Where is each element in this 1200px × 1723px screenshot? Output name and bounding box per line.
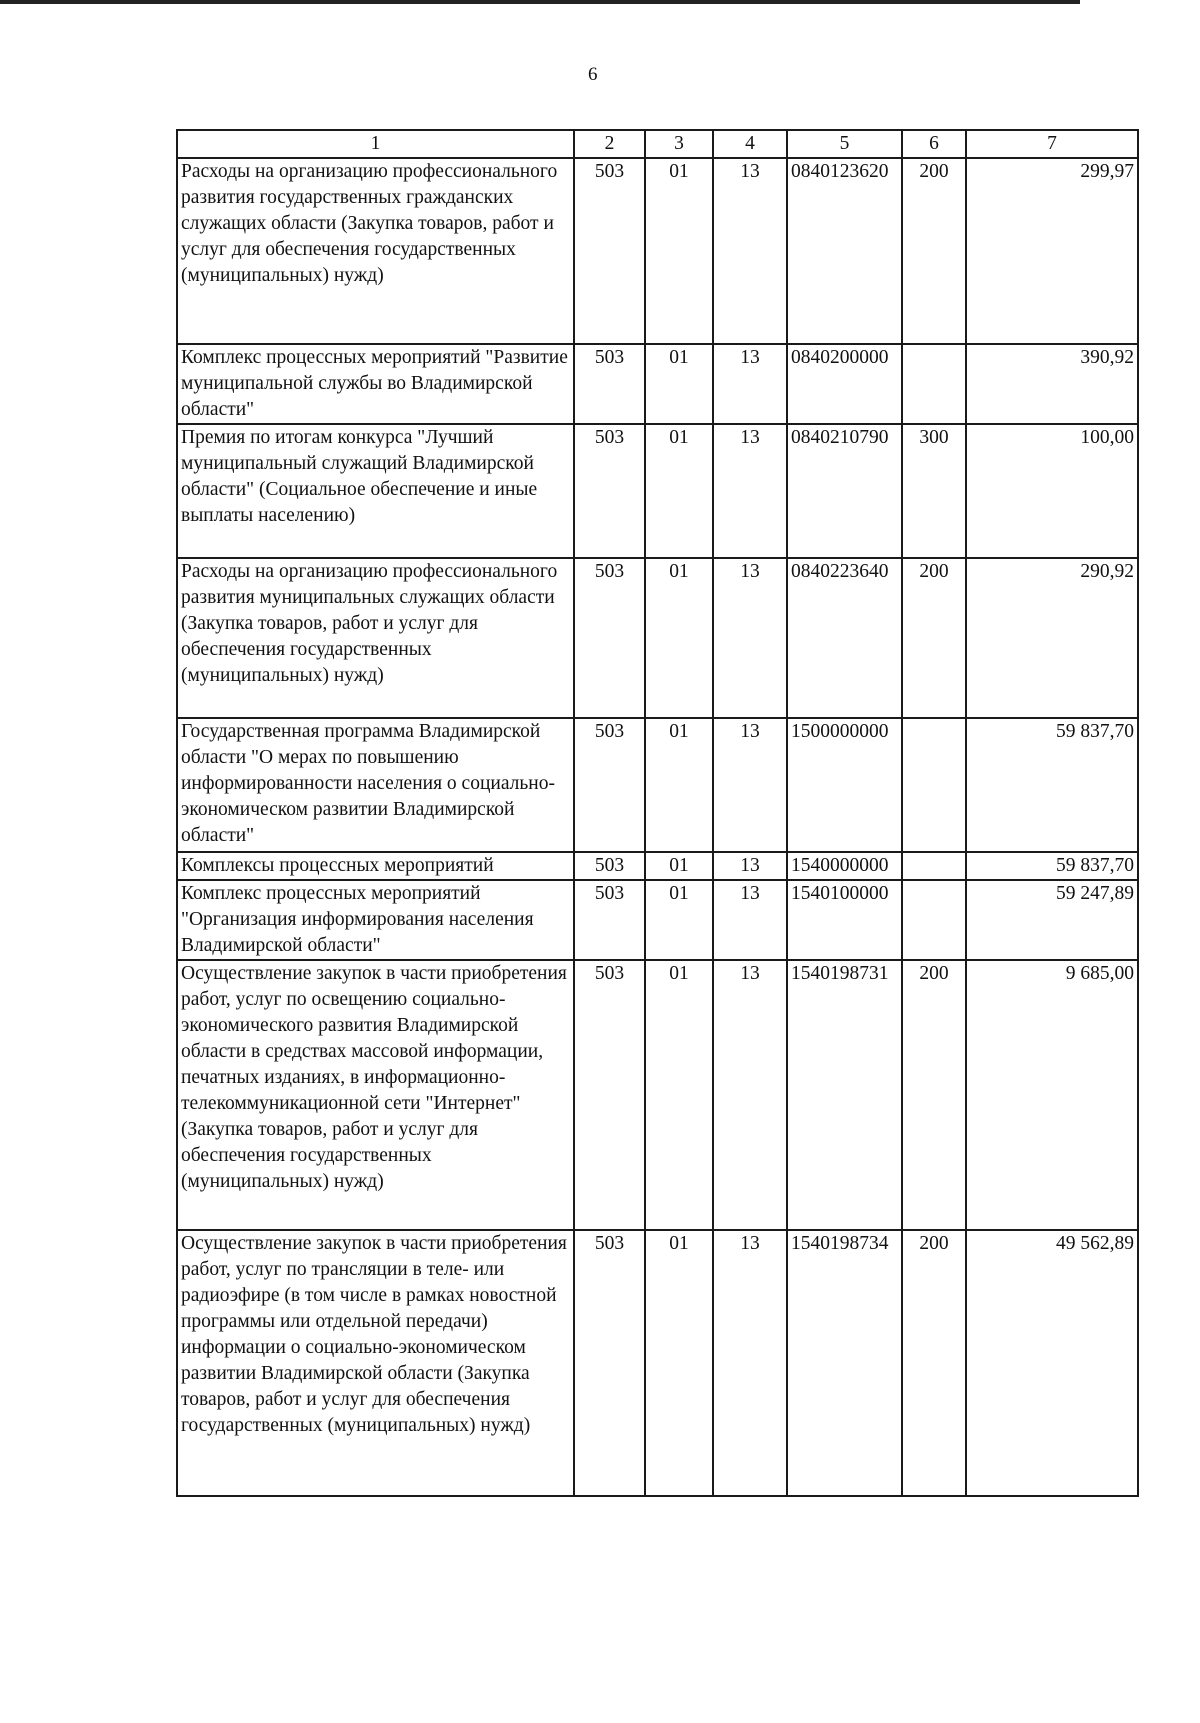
row-kind [902, 852, 966, 880]
row-section: 01 [645, 718, 713, 852]
row-section: 01 [645, 1230, 713, 1496]
row-ministry: 503 [574, 880, 645, 960]
row-subsection: 13 [713, 718, 787, 852]
table-row [177, 1230, 1138, 1496]
row-ministry: 503 [574, 424, 645, 558]
row-kind: 200 [902, 558, 966, 718]
row-name: Государственная программа Владимирской области "О мерах по повышению информированности населения о социально-экономическом развитии Владимирской области" [177, 718, 574, 852]
table-row [177, 852, 1138, 880]
page-number: 6 [588, 64, 598, 85]
row-name: Осуществление закупок в части приобретения работ, услуг по освещению социально-экономического развития Владимирской области в средствах массовой информации, печатных изданиях, в информационно-телекоммуникационной сети "Интернет" (Закупка товаров, работ и услуг для обеспечения государственных (муниципальных) нужд) [177, 960, 574, 1230]
table-row [177, 960, 1138, 1230]
row-kind: 200 [902, 1230, 966, 1496]
table-row [177, 880, 1138, 960]
row-ministry: 503 [574, 158, 645, 344]
row-ministry: 503 [574, 718, 645, 852]
row-sum: 100,00 [966, 424, 1138, 558]
table-header-row [177, 130, 1138, 158]
row-ministry: 503 [574, 558, 645, 718]
row-name: Осуществление закупок в части приобретения работ, услуг по трансляции в теле- или радиоэфире (в том числе в рамках новостной программы или отдельной передачи) информации о социально-экономическом развитии Владимирской области (Закупка товаров, работ и услуг для обеспечения государственных (муниципальных) нужд) [177, 1230, 574, 1496]
row-name: Расходы на организацию профессионального развития муниципальных служащих области (Закупка товаров, работ и услуг для обеспечения государственных (муниципальных) нужд) [177, 558, 574, 718]
row-kind: 200 [902, 158, 966, 344]
row-subsection: 13 [713, 1230, 787, 1496]
row-sum: 59 837,70 [966, 852, 1138, 880]
row-target: 0840200000 [787, 344, 902, 424]
row-ministry: 503 [574, 852, 645, 880]
row-target: 1540198731 [787, 960, 902, 1230]
header-cell: 6 [902, 130, 966, 158]
row-kind [902, 880, 966, 960]
row-target: 0840210790 [787, 424, 902, 558]
row-subsection: 13 [713, 158, 787, 344]
row-target: 1500000000 [787, 718, 902, 852]
row-subsection: 13 [713, 344, 787, 424]
row-ministry: 503 [574, 1230, 645, 1496]
row-subsection: 13 [713, 558, 787, 718]
row-subsection: 13 [713, 424, 787, 558]
row-sum: 49 562,89 [966, 1230, 1138, 1496]
row-section: 01 [645, 344, 713, 424]
row-subsection: 13 [713, 880, 787, 960]
header-cell: 2 [574, 130, 645, 158]
row-sum: 299,97 [966, 158, 1138, 344]
row-target: 1540000000 [787, 852, 902, 880]
table-row [177, 158, 1138, 344]
row-section: 01 [645, 158, 713, 344]
header-cell: 5 [787, 130, 902, 158]
row-name: Расходы на организацию профессионального развития государственных гражданских служащих области (Закупка товаров, работ и услуг для обеспечения государственных (муниципальных) нужд) [177, 158, 574, 344]
row-name: Премия по итогам конкурса "Лучший муниципальный служащий Владимирской области" (Социальное обеспечение и иные выплаты населению) [177, 424, 574, 558]
row-target: 1540100000 [787, 880, 902, 960]
row-section: 01 [645, 880, 713, 960]
table-row [177, 558, 1138, 718]
row-target: 0840223640 [787, 558, 902, 718]
header-cell: 7 [966, 130, 1138, 158]
budget-table [176, 129, 1139, 1497]
top-border-line [0, 0, 1080, 4]
row-name: Комплексы процессных мероприятий [177, 852, 574, 880]
table-row [177, 344, 1138, 424]
row-kind: 300 [902, 424, 966, 558]
row-kind [902, 718, 966, 852]
row-sum: 9 685,00 [966, 960, 1138, 1230]
row-sum: 59 247,89 [966, 880, 1138, 960]
row-section: 01 [645, 424, 713, 558]
header-cell: 4 [713, 130, 787, 158]
row-kind [902, 344, 966, 424]
row-name: Комплекс процессных мероприятий "Развитие муниципальной службы во Владимирской области" [177, 344, 574, 424]
row-section: 01 [645, 960, 713, 1230]
row-ministry: 503 [574, 344, 645, 424]
row-subsection: 13 [713, 852, 787, 880]
row-name: Комплекс процессных мероприятий "Организация информирования населения Владимирской области" [177, 880, 574, 960]
row-target: 1540198734 [787, 1230, 902, 1496]
table-row [177, 424, 1138, 558]
row-kind: 200 [902, 960, 966, 1230]
row-ministry: 503 [574, 960, 645, 1230]
row-sum: 59 837,70 [966, 718, 1138, 852]
header-cell: 1 [177, 130, 574, 158]
header-cell: 3 [645, 130, 713, 158]
row-subsection: 13 [713, 960, 787, 1230]
row-section: 01 [645, 852, 713, 880]
table-row [177, 718, 1138, 852]
row-section: 01 [645, 558, 713, 718]
row-target: 0840123620 [787, 158, 902, 344]
row-sum: 290,92 [966, 558, 1138, 718]
row-sum: 390,92 [966, 344, 1138, 424]
